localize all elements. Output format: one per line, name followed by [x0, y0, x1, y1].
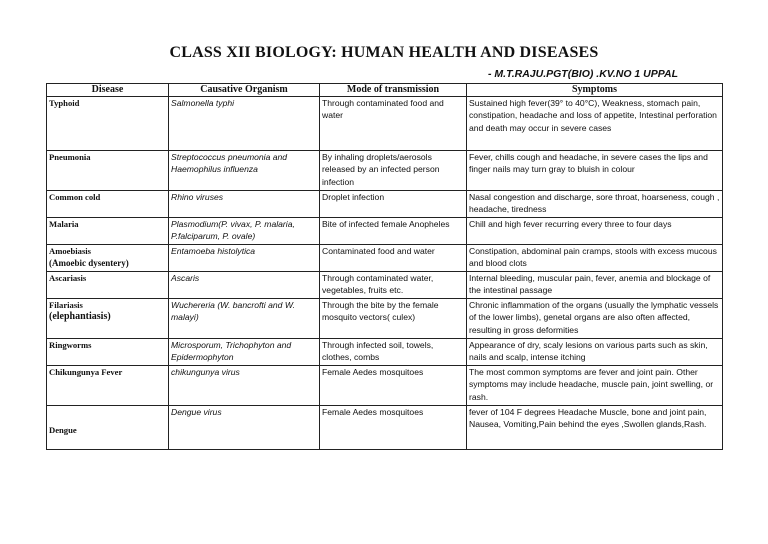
disease-cell: [47, 299, 169, 339]
mode-cell: By inhaling droplets/aerosols released by an infected person infection: [320, 151, 467, 191]
mode-cell: Droplet infection: [320, 191, 467, 218]
organism-cell: Entamoeba histolytica: [169, 245, 320, 272]
table-row: [47, 406, 723, 450]
disease-name: Filariasis: [49, 300, 83, 310]
symptoms-cell: The most common symptoms are fever and joint pain. Other symptoms may include headache, muscle pain, joint swelling, or rash.: [467, 366, 723, 406]
symptoms-cell: Nasal congestion and discharge, sore throat, hoarseness, cough , headache, tiredness: [467, 191, 723, 218]
table-row: [47, 97, 723, 151]
disease-cell: [47, 245, 169, 272]
mode-cell: Female Aedes mosquitoes: [320, 366, 467, 406]
disease-name: Amoebiasis: [49, 246, 92, 256]
page-title: CLASS XII BIOLOGY: HUMAN HEALTH AND DISEASES: [169, 44, 599, 61]
disease-alias: (elephantiasis): [49, 311, 111, 323]
mode-cell: Contaminated food and water: [320, 245, 467, 272]
table-row: [47, 366, 723, 406]
column-header-organism: Causative Organism: [169, 84, 320, 97]
mode-cell: Female Aedes mosquitoes: [320, 406, 467, 450]
symptoms-cell: fever of 104 F degrees Headache Muscle, bone and joint pain, Nausea, Vomiting,Pain behind the eyes ,Swollen glands,Rash.: [467, 406, 723, 450]
author-line: - M.T.RAJU.PGT(BIO) .KV.NO 1 UPPAL: [488, 68, 678, 80]
symptoms-cell: Internal bleeding, muscular pain, fever, anemia and blockage of the intestinal passage: [467, 272, 723, 299]
mode-cell: Through infected soil, towels, clothes, combs: [320, 339, 467, 366]
organism-cell: Rhino viruses: [169, 191, 320, 218]
mode-cell: Through contaminated water, vegetables, fruits etc.: [320, 272, 467, 299]
disease-name: Dengue: [49, 425, 77, 435]
organism-cell: Ascaris: [169, 272, 320, 299]
table-row: [47, 339, 723, 366]
disease-alias: (Amoebic dysentery): [49, 258, 129, 269]
disease-cell: [47, 406, 169, 450]
mode-cell: Through the bite by the female mosquito vectors( culex): [320, 299, 467, 339]
mode-cell: Through contaminated food and water: [320, 97, 467, 151]
table-row: [47, 245, 723, 272]
organism-cell: Salmonella typhi: [169, 97, 320, 151]
table-row: [47, 218, 723, 245]
organism-cell: Streptococcus pneumonia and Haemophilus influenza: [169, 151, 320, 191]
diseases-table: [46, 83, 723, 450]
symptoms-cell: Chronic inflammation of the organs (usually the lymphatic vessels of the lower limbs), genetal organs are also often affected, resulting in gross deformities: [467, 299, 723, 339]
table-header-row: [47, 84, 723, 97]
disease-cell: Ascariasis: [47, 272, 169, 299]
disease-cell: Malaria: [47, 218, 169, 245]
organism-cell: Plasmodium(P. vivax, P. malaria, P.falciparum, P. ovale): [169, 218, 320, 245]
organism-cell: Dengue virus: [169, 406, 320, 450]
symptoms-cell: Constipation, abdominal pain cramps, stools with excess mucous and blood clots: [467, 245, 723, 272]
table-row: [47, 151, 723, 191]
column-header-symptoms: Symptoms: [467, 84, 723, 97]
table-row: [47, 191, 723, 218]
symptoms-cell: Chill and high fever recurring every three to four days: [467, 218, 723, 245]
disease-cell: Common cold: [47, 191, 169, 218]
disease-cell: Ringworms: [47, 339, 169, 366]
symptoms-cell: Sustained high fever(39° to 40°C), Weakness, stomach pain, constipation, headache and loss of appetite, Intestinal perforation and death may occur in severe cases: [467, 97, 723, 151]
organism-cell: Wuchereria (W. bancrofti and W. malayi): [169, 299, 320, 339]
symptoms-cell: Appearance of dry, scaly lesions on various parts such as skin, nails and scalp, intense itching: [467, 339, 723, 366]
table-row: [47, 272, 723, 299]
column-header-mode: Mode of transmission: [320, 84, 467, 97]
organism-cell: Microsporum, Trichophyton and Epidermophyton: [169, 339, 320, 366]
disease-cell: Typhoid: [47, 97, 169, 151]
organism-cell: chikungunya virus: [169, 366, 320, 406]
mode-cell: Bite of infected female Anopheles: [320, 218, 467, 245]
table-row: [47, 299, 723, 339]
column-header-disease: Disease: [47, 84, 169, 97]
disease-cell: Chikungunya Fever: [47, 366, 169, 406]
disease-cell: Pneumonia: [47, 151, 169, 191]
symptoms-cell: Fever, chills cough and headache, in severe cases the lips and finger nails may turn gray to bluish in colour: [467, 151, 723, 191]
